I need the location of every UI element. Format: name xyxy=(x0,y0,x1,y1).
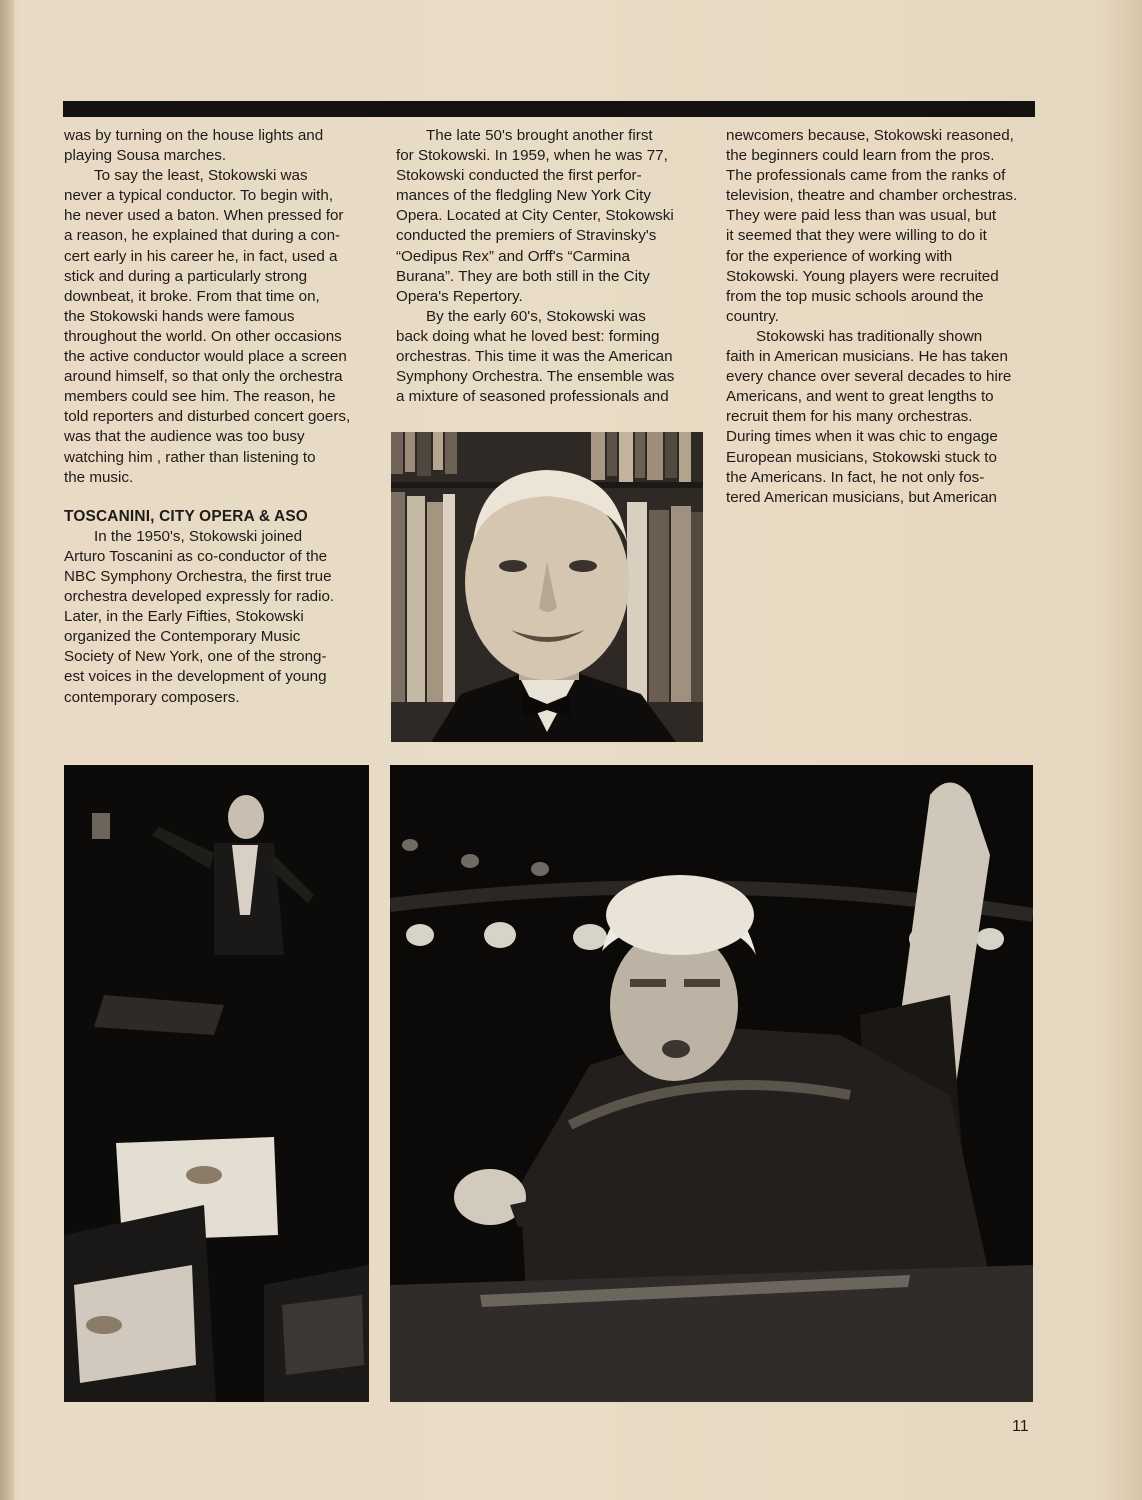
text-line: Stokowski. Young players were recruited xyxy=(726,267,999,285)
text-line: a reason, he explained that during a con- xyxy=(64,227,341,245)
text-line: it seemed that they were willing to do it xyxy=(726,227,987,245)
text-line: NBC Symphony Orchestra, the first true xyxy=(64,567,332,585)
text-line: In the 1950's, Stokowski joined xyxy=(94,527,303,545)
text-line: The professionals came from the ranks of xyxy=(726,167,1006,185)
text-line: recruit them for his many orchestras. xyxy=(726,408,973,426)
text-line: To say the least, Stokowski was xyxy=(94,167,308,185)
text-line: Opera. Located at City Center, Stokowski xyxy=(396,207,674,225)
text-line: orchestras. This time it was the American xyxy=(396,348,673,366)
text-line: orchestra developed expressly for radio. xyxy=(64,588,335,606)
text-line: They were paid less than was usual, but xyxy=(726,207,997,225)
text-line: members could see him. The reason, he xyxy=(64,388,336,406)
text-line: By the early 60's, Stokowski was xyxy=(426,307,646,325)
text-line: The late 50's brought another first xyxy=(426,127,653,144)
col1-paragraph-2 xyxy=(64,166,364,488)
text-column-1 xyxy=(64,126,364,708)
header-rule xyxy=(63,101,1035,117)
text-line: Americans, and went to great lengths to xyxy=(726,388,994,406)
text-line: Arturo Toscanini as co-conductor of the xyxy=(64,547,328,565)
text-line: Stokowski conducted the first perfor- xyxy=(396,167,642,185)
text-line: watching him , rather than listening to xyxy=(64,448,316,466)
text-line: playing Sousa marches. xyxy=(64,147,227,165)
text-line: downbeat, it broke. From that time on, xyxy=(64,287,320,305)
page-spine-shadow xyxy=(0,0,14,1500)
text-line: a mixture of seasoned professionals and xyxy=(396,388,669,406)
text-line: country. xyxy=(726,307,779,325)
text-line: television, theatre and chamber orchestras. xyxy=(726,187,1018,205)
section-subhead: TOSCANINI, CITY OPERA & ASO xyxy=(64,507,308,525)
closeup-illustration xyxy=(390,765,1033,1402)
text-line: back doing what he loved best: forming xyxy=(396,327,660,345)
text-line: he never used a baton. When pressed for xyxy=(64,207,344,225)
text-line: was by turning on the house lights and xyxy=(64,127,324,144)
col2-paragraph-2 xyxy=(396,307,708,407)
text-line: every chance over several decades to hire xyxy=(726,368,1012,386)
text-line: throughout the world. On other occasions xyxy=(64,327,342,345)
text-line: the Stokowski hands were famous xyxy=(64,307,295,325)
text-line: the music. xyxy=(64,468,134,486)
col1-paragraph-3 xyxy=(64,527,364,708)
page-number: 11 xyxy=(1012,1418,1029,1435)
text-line: around himself, so that only the orchestra xyxy=(64,368,343,386)
conductor-closeup-photo xyxy=(390,765,1033,1402)
text-line: est voices in the development of young xyxy=(64,668,327,686)
text-column-2 xyxy=(396,126,708,407)
text-line: European musicians, Stokowski stuck to xyxy=(726,448,997,466)
conductor-stage-photo xyxy=(64,765,369,1402)
text-line: the active conductor would place a screen xyxy=(64,348,347,366)
col2-paragraph-1 xyxy=(396,126,708,307)
text-line: for the experience of working with xyxy=(726,247,953,265)
col3-paragraph-1 xyxy=(726,126,1038,327)
text-line: faith in American musicians. He has taken xyxy=(726,348,1008,366)
text-line: conducted the premiers of Stravinsky's xyxy=(396,227,657,245)
text-line: stick and during a particularly strong xyxy=(64,267,308,285)
text-line: the beginners could learn from the pros. xyxy=(726,147,995,165)
text-column-3 xyxy=(726,126,1038,508)
text-line: for Stokowski. In 1959, when he was 77, xyxy=(396,147,668,165)
text-line: never a typical conductor. To begin with, xyxy=(64,187,334,205)
text-line: tered American musicians, but American xyxy=(726,488,997,506)
text-line: Stokowski has traditionally shown xyxy=(756,327,983,345)
text-line: Opera's Repertory. xyxy=(396,287,523,305)
text-line: cert early in his career he, in fact, used a xyxy=(64,247,338,265)
text-line: organized the Contemporary Music xyxy=(64,628,301,646)
text-line: Burana”. They are both still in the City xyxy=(396,267,650,285)
text-line: During times when it was chic to engage xyxy=(726,428,998,446)
text-line: the Americans. In fact, he not only fos- xyxy=(726,468,985,486)
text-line: contemporary composers. xyxy=(64,688,240,706)
stage-illustration xyxy=(64,765,369,1402)
text-line: was that the audience was too busy xyxy=(64,428,305,446)
text-line: Society of New York, one of the strong- xyxy=(64,648,327,666)
text-line: told reporters and disturbed concert goers, xyxy=(64,408,351,426)
text-line: Symphony Orchestra. The ensemble was xyxy=(396,368,675,386)
text-line: newcomers because, Stokowski reasoned, xyxy=(726,127,1014,144)
portrait-illustration xyxy=(391,432,703,742)
text-line: Later, in the Early Fifties, Stokowski xyxy=(64,608,304,626)
portrait-photo xyxy=(391,432,703,742)
text-line: “Oedipus Rex” and Orff's “Carmina xyxy=(396,247,630,265)
text-line: from the top music schools around the xyxy=(726,287,984,305)
text-line: mances of the fledgling New York City xyxy=(396,187,651,205)
col1-paragraph-1 xyxy=(64,126,364,166)
col3-paragraph-2 xyxy=(726,327,1038,508)
